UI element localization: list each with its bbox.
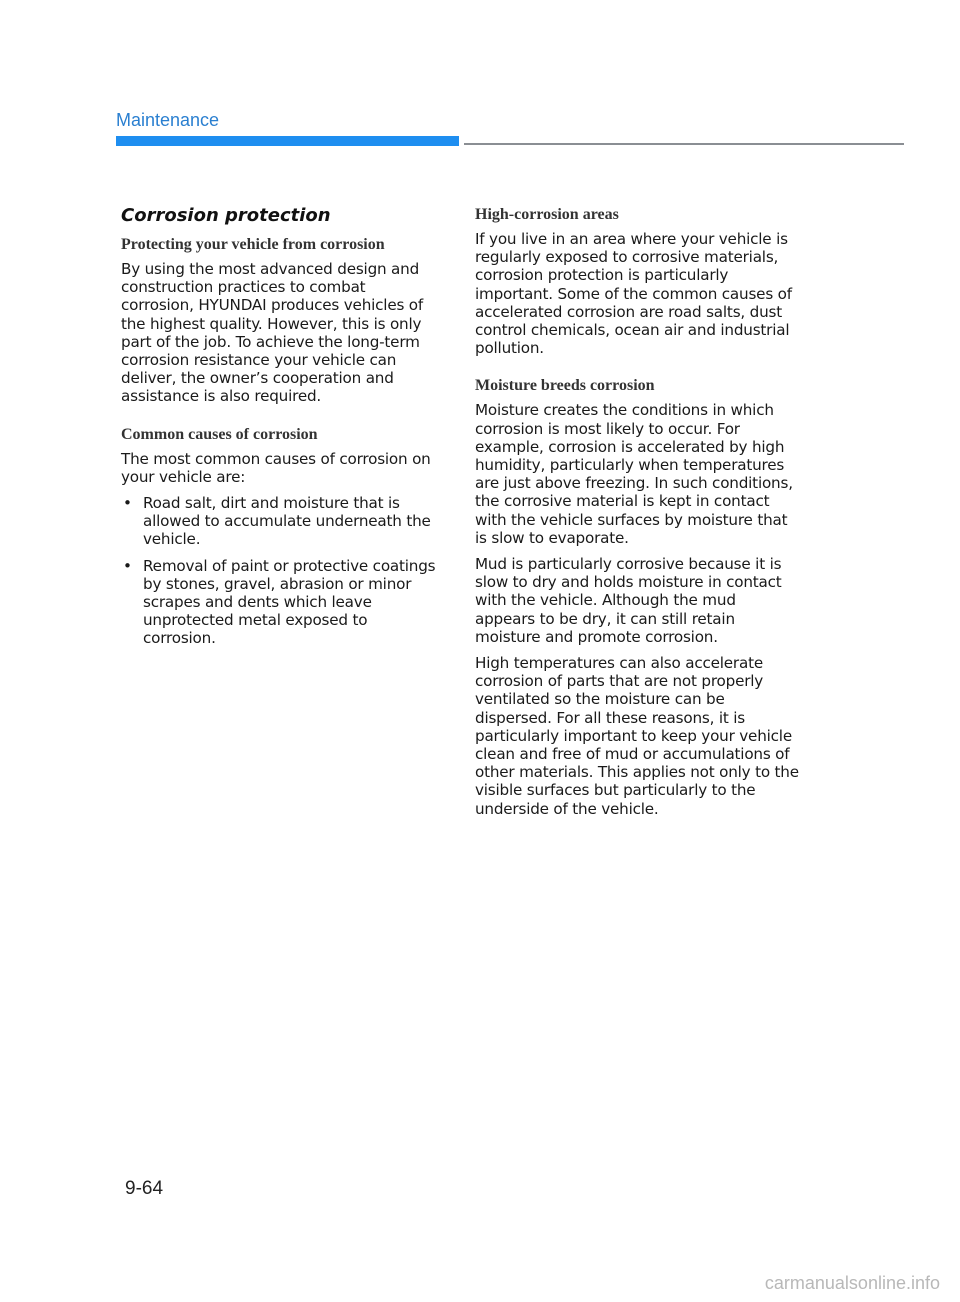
high-corrosion-paragraph: If you live in an area where your vehicle is regularly exposed to corrosive materials, corrosion protection is particularly important. Some of the common causes of accelerated corrosion are road salts, dust control chemicals, ocean air and industrial pollution. <box>475 230 792 358</box>
page-number: 9-64 <box>125 1178 164 1199</box>
moisture-paragraph-1: Moisture creates the conditions in which corrosion is most likely to occur. For example, corrosion is accelerated by high humidity, particularly when temperatures are just above freezing. In such conditions, the corrosive material is kept in contact with the vehicle surfaces by moisture that is slow to evaporate. <box>475 401 793 547</box>
list-item-text: Road salt, dirt and moisture that is allowed to accumulate underneath the vehicle. <box>143 494 431 549</box>
list-item <box>121 557 441 648</box>
protecting-paragraph: By using the most advanced design and construction practices to combat corrosion, HYUNDAI produces vehicles of the highest quality. However, this is only part of the job. To achieve the long-term corrosion resistance your vehicle can deliver, the owner’s cooperation and assistance is also required. <box>121 260 424 406</box>
section-title: Maintenance <box>116 110 220 130</box>
causes-intro: The most common causes of corrosion on your vehicle are: <box>121 449 431 486</box>
header-accent-bar <box>116 136 459 146</box>
list-item-text: Removal of paint or protective coatings by stones, gravel, abrasion or minor scrapes and dents which leave unprotected metal exposed to corrosion. <box>143 556 436 648</box>
header-rule <box>464 143 904 145</box>
right-column <box>475 206 800 826</box>
protecting-heading: Protecting your vehicle from corrosion <box>121 236 385 253</box>
watermark: carmanualsonline.info <box>764 1273 940 1293</box>
moisture-heading: Moisture breeds corrosion <box>475 377 655 395</box>
moisture-paragraph-3: High temperatures can also accelerate corrosion of parts that are not properly ventilated so the moisture can be dispersed. For all these reasons, it is particularly important to keep your vehicle clean and free of mud or accumulations of other materials. This applies not only to the visible surfaces but particularly to the underside of the vehicle. <box>475 654 799 818</box>
causes-list <box>121 494 441 648</box>
bullet-icon: • <box>123 494 132 513</box>
high-corrosion-heading: High-corrosion areas <box>475 206 619 223</box>
page-title: Corrosion protection <box>121 205 331 226</box>
left-column <box>121 205 441 656</box>
list-item <box>121 494 441 549</box>
causes-heading: Common causes of corrosion <box>121 425 318 443</box>
bullet-icon: • <box>123 556 132 575</box>
moisture-paragraph-2: Mud is particularly corrosive because it is slow to dry and holds moisture in contact with the vehicle. Although the mud appears to be dry, it can still retain moisture and promote corrosion. <box>475 555 782 646</box>
